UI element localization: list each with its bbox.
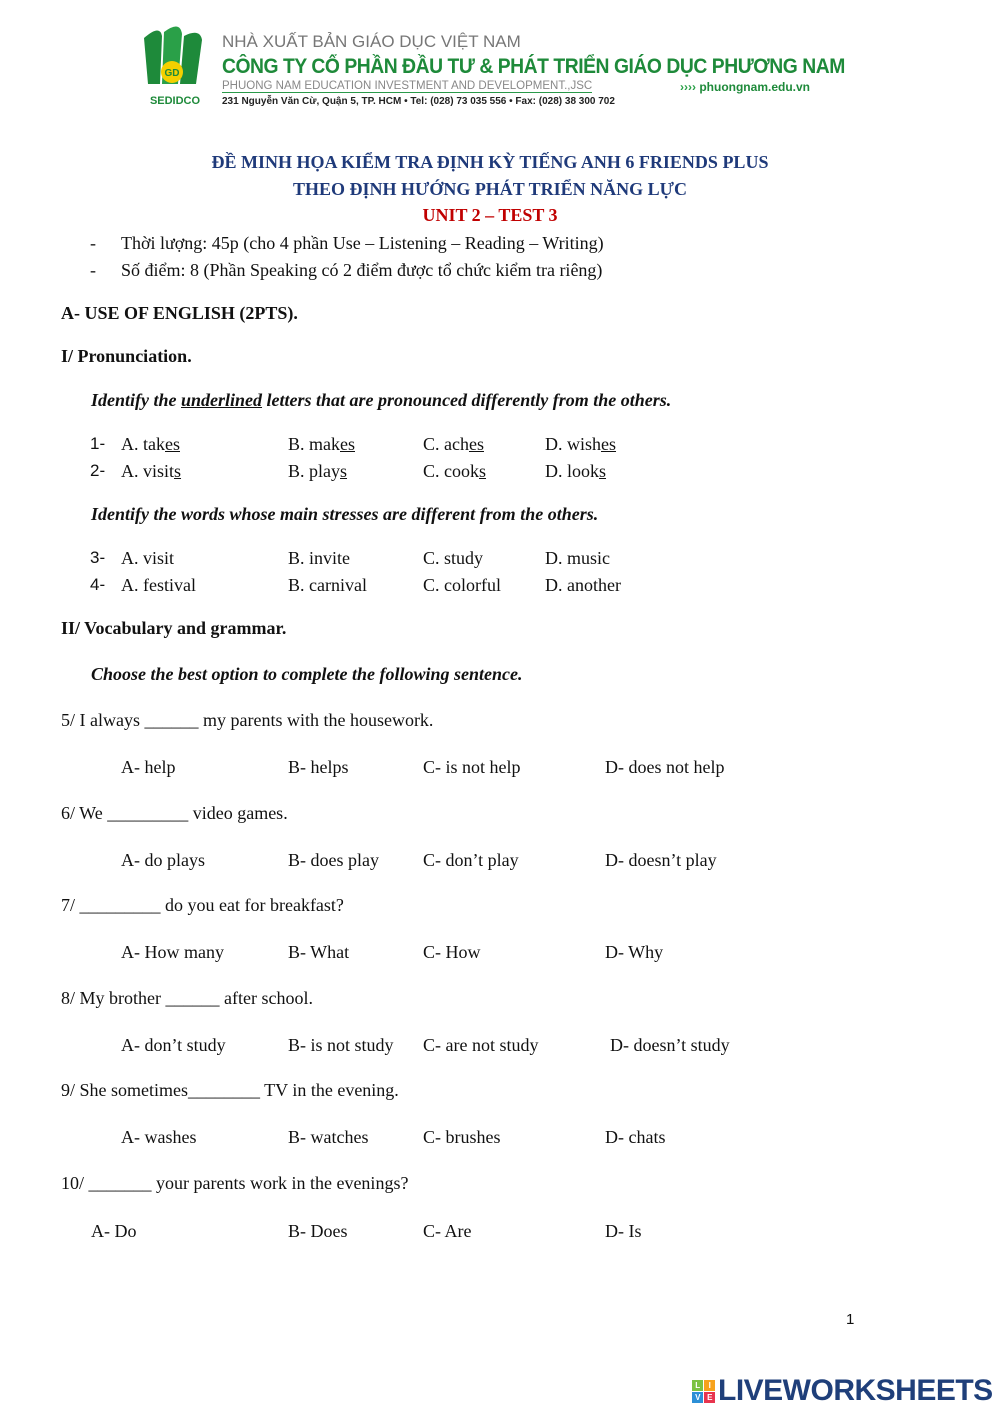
unit-title: UNIT 2 – TEST 3	[422, 205, 558, 225]
question-text: 10/ _______ your parents work in the evenings?	[61, 1173, 409, 1193]
answer-option: C. study	[423, 548, 484, 568]
question-text: 6/ We _________ video games.	[61, 802, 288, 823]
option-text: D. wish	[545, 434, 602, 454]
section-a-heading: A- USE OF ENGLISH (2PTS).	[61, 303, 298, 323]
underlined-letters: s	[174, 461, 182, 481]
answer-option: B- helps	[288, 757, 349, 777]
svg-text:SEDIDCO: SEDIDCO	[149, 95, 201, 107]
underlined-letters: es	[601, 434, 617, 454]
title-line-1: ĐỀ MINH HỌA KIỂM TRA ĐỊNH KỲ TIẾNG ANH 6 FRIENDS PLUS	[211, 152, 769, 172]
answer-option	[121, 434, 180, 455]
question-number: 3-	[90, 548, 106, 567]
score-info: Số điểm: 8 (Phần Speaking có 2 điểm được tổ chức kiểm tra riêng)	[121, 260, 603, 280]
publisher-header	[140, 22, 860, 112]
answer-option: B. carnival	[288, 575, 367, 595]
duration-info: Thời lượng: 45p (cho 4 phần Use – Listening – Reading – Writing)	[121, 233, 604, 253]
grammar-instruction: Choose the best option to complete the following sentence.	[91, 664, 523, 684]
option-text: C. cook	[423, 461, 479, 481]
answer-option: B- Does	[288, 1221, 348, 1241]
answer-option: A- do plays	[121, 849, 205, 870]
option-text: D. look	[545, 461, 599, 481]
option-text: C. ach	[423, 434, 469, 454]
question-number: 1-	[90, 434, 106, 453]
answer-option: D- Is	[605, 1221, 642, 1241]
answer-option	[423, 434, 484, 455]
answer-option: B. invite	[288, 548, 350, 568]
answer-option: D- does not help	[605, 757, 725, 777]
answer-option: C. colorful	[423, 575, 501, 595]
answer-option	[545, 461, 606, 482]
question-text: 7/ _________ do you eat for breakfast?	[61, 895, 344, 916]
answer-option	[423, 461, 486, 482]
question-text: 5/ I always ______ my parents with the housework.	[61, 710, 434, 730]
option-text: A. tak	[121, 434, 165, 454]
pronunciation-heading: I/ Pronunciation.	[61, 346, 192, 366]
company-name: CÔNG TY CỔ PHẦN ĐẦU TƯ & PHÁT TRIỂN GIÁO DỤC PHƯƠNG NAM	[222, 55, 845, 78]
underlined-letters: es	[165, 434, 180, 454]
answer-option: A- washes	[121, 1127, 197, 1148]
answer-option: B- does play	[288, 849, 379, 870]
answer-option: C- don’t play	[423, 849, 519, 870]
answer-option	[288, 434, 355, 455]
title-line-2: THEO ĐỊNH HƯỚNG PHÁT TRIỂN NĂNG LỰC	[292, 179, 688, 199]
stress-instruction: Identify the words whose main stresses are different from the others.	[91, 504, 599, 524]
svg-text:GD: GD	[164, 68, 180, 79]
bullet: -	[90, 233, 96, 253]
answer-option	[288, 461, 347, 482]
answer-option: A. festival	[121, 575, 196, 595]
company-address: 231 Nguyễn Văn Cừ, Quận 5, TP. HCM • Tel: (028) 73 035 556 • Fax: (028) 38 300 702	[222, 96, 615, 107]
answer-option: B- What	[288, 942, 350, 963]
underlined-letters: s	[340, 461, 348, 481]
answer-option: D. music	[545, 548, 610, 568]
bullet: -	[90, 260, 96, 280]
question-text: 9/ She sometimes________ TV in the evening.	[61, 1080, 399, 1101]
option-text: B. play	[288, 461, 340, 481]
vocab-grammar-heading: II/ Vocabulary and grammar.	[61, 618, 287, 638]
answer-option: D- Why	[605, 942, 664, 963]
answer-option: A- Do	[91, 1221, 137, 1241]
answer-option: A- help	[121, 757, 176, 777]
question-number: 4-	[90, 575, 106, 594]
option-text: B. mak	[288, 434, 340, 454]
answer-option: D- doesn’t study	[610, 1034, 730, 1055]
question-number: 2-	[90, 461, 106, 480]
answer-option: D- chats	[605, 1127, 666, 1148]
answer-option: C- brushes	[423, 1127, 501, 1148]
underlined-letters: s	[479, 461, 487, 481]
answer-option: C- How	[423, 942, 481, 963]
answer-option: A- How many	[121, 942, 224, 963]
underlined-letters: es	[340, 434, 355, 454]
option-text: A. visit	[121, 461, 175, 481]
answer-option: A. visit	[121, 548, 175, 568]
liveworksheets-icon: L I V E	[692, 1380, 715, 1403]
underlined-letters: s	[599, 461, 607, 481]
answer-option	[121, 461, 181, 482]
company-name-en: PHUONG NAM EDUCATION INVESTMENT AND DEVELOPMENT.,JSC	[222, 80, 593, 92]
underlined-letters: es	[468, 434, 484, 454]
answer-option: B- watches	[288, 1127, 369, 1148]
answer-option: C- is not help	[423, 757, 521, 777]
answer-option: C- are not study	[423, 1034, 539, 1055]
answer-option: B- is not study	[288, 1034, 394, 1055]
pronunciation-instruction: Identify the underlined letters that are pronounced differently from the others.	[91, 390, 672, 410]
answer-option: D- doesn’t play	[605, 849, 717, 870]
question-text: 8/ My brother ______ after school.	[61, 987, 313, 1008]
publisher-name: NHÀ XUẤT BẢN GIÁO DỤC VIỆT NAM	[222, 32, 521, 51]
page-number: 1	[846, 1311, 855, 1328]
liveworksheets-logo: L I V E LIVEWORKSHEETS	[692, 1374, 993, 1408]
sedidco-logo-icon	[140, 24, 210, 108]
answer-option: C- Are	[423, 1221, 472, 1241]
answer-option: D. another	[545, 575, 621, 595]
answer-option	[545, 434, 616, 455]
answer-option: A- don’t study	[121, 1034, 226, 1055]
company-website: ›››› phuongnam.edu.vn	[680, 80, 810, 94]
